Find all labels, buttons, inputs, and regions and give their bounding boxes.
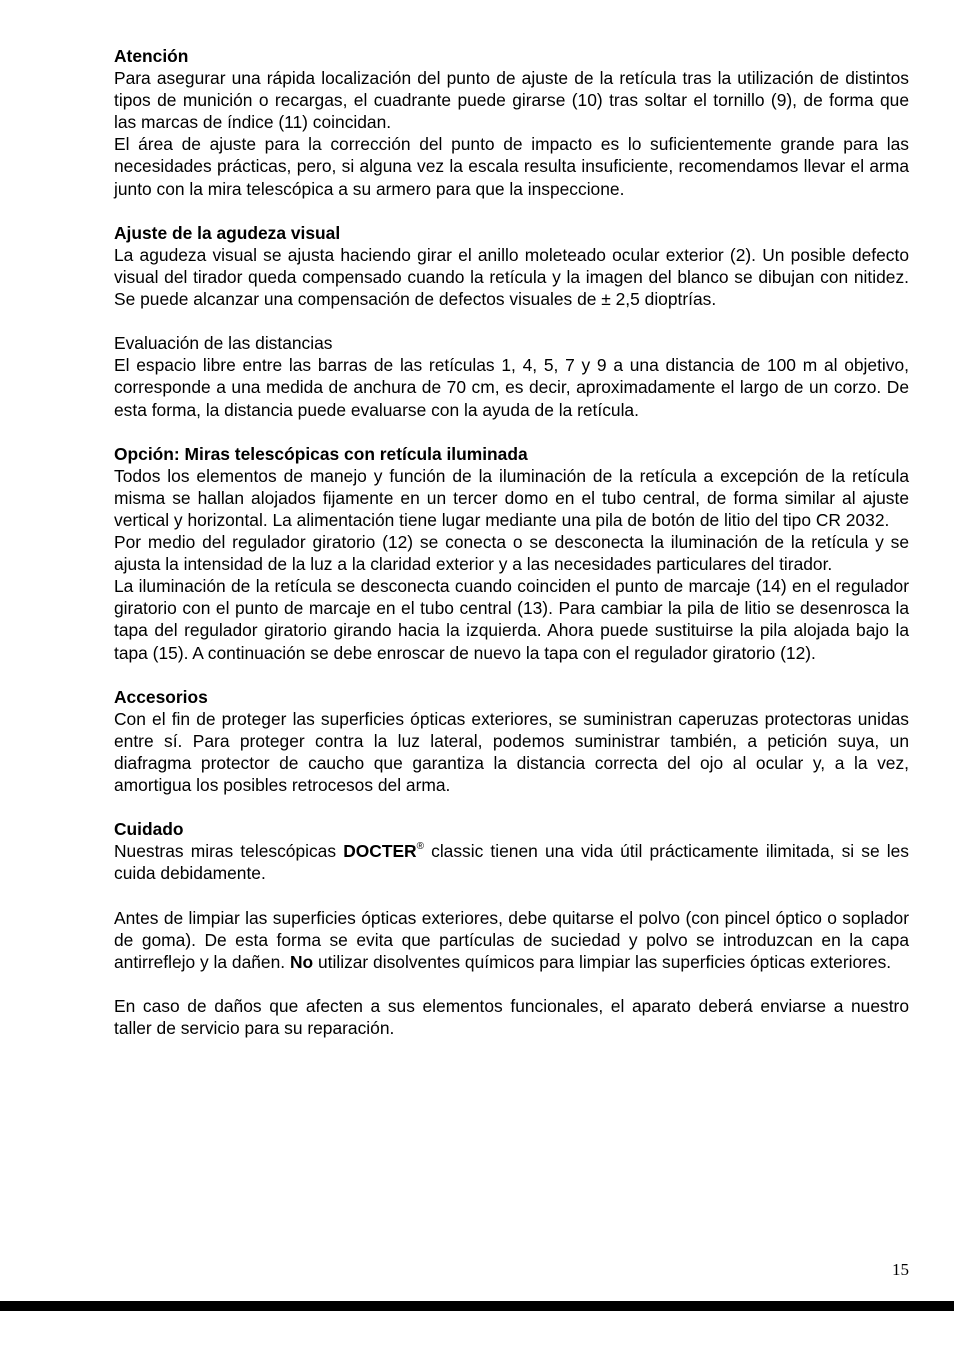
paragraph: La iluminación de la retícula se desconecta cuando coinciden el punto de marcaje (14) en el regulador giratorio con el punto de marcaje en el tubo central (13). Para cambiar la pila de litio se desenrosca la tapa del regulador giratorio girando hacia la izquierda. Ahora puede sustituirse la pila alojada bajo la tapa (15). A continuación se debe enroscar de nuevo la tapa con el regulador giratorio (12).: [114, 576, 909, 663]
paragraph: El área de ajuste para la corrección del punto de impacto es lo suficientemente grande para las necesidades prácticas, pero, si alguna vez la escala resulta insuficiente, recomendamos llevar el arma junto con la mira telescópica a su armero para que la inspeccione.: [114, 134, 909, 199]
heading-distancias: Evaluación de las distancias: [114, 333, 333, 354]
registered-mark: ®: [416, 841, 424, 853]
heading-atencion: Atención: [114, 46, 189, 66]
document-body: [114, 45, 909, 1039]
paragraph: En caso de daños que afecten a sus elementos funcionales, el aparato deberá enviarse a nuestro taller de servicio para su reparación.: [114, 996, 909, 1039]
emphasis-no: No: [289, 951, 314, 972]
paragraph: Para asegurar una rápida localización del punto de ajuste de la retícula tras la utilización de distintos tipos de munición o recargas, el cuadrante puede girarse (10) tras soltar el tornillo (9), de forma que las marcas de índice (11) coincidan.: [114, 68, 909, 133]
paragraph: El espacio libre entre las barras de las retículas 1, 4, 5, 7 y 9 a una distancia de 100 m al objetivo, corresponde a una medida de anchura de 70 cm, es decir, aproximadamente el largo de un corzo. De esta forma, la distancia puede evaluarse con la ayuda de la retícula.: [114, 355, 909, 420]
paragraph: Por medio del regulador giratorio (12) se conecta o se desconecta la iluminación de la retícula y se ajusta la intensidad de la luz a la claridad exterior y a las necesidades particulares del tirador.: [114, 532, 909, 575]
heading-cuidado: Cuidado: [114, 819, 184, 840]
heading-opcion: Opción: Miras telescópicas con retícula iluminada: [114, 443, 528, 464]
brand-name: DOCTER: [343, 841, 417, 862]
paragraph: Todos los elementos de manejo y función de la iluminación de la retícula a excepción de la retícula misma se hallan alojados fijamente en un tercer domo en el tubo central, de forma similar al ajuste vertical y horizontal. La alimentación tiene lugar mediante una pila de botón de litio del tipo CR 2032.: [114, 465, 909, 530]
heading-agudeza: Ajuste de la agudeza visual: [114, 222, 341, 243]
paragraph: Con el fin de proteger las superficies ópticas exteriores, se suministran caperuzas protectoras unidas entre sí. Para proteger contra la luz lateral, podemos suministrar también, a petición suya, un diafragma protector de caucho que garantiza la distancia correcta del ojo al ocular y, a la vez, amortigua los posibles retrocesos del arma.: [114, 708, 909, 796]
footer-rule: [0, 1301, 954, 1311]
paragraph: La agudeza visual se ajusta haciendo girar el anillo moleteado ocular exterior (2). Un posible defecto visual del tirador queda compensado cuando la retícula y la imagen del blanco se dibujan con nitidez. Se puede alcanzar una compensación de defectos visuales de ± 2,5 dioptrías.: [114, 244, 909, 310]
heading-accesorios: Accesorios: [114, 686, 208, 707]
paragraph: Nuestras miras telescópicas DOCTER® classic tienen una vida útil prácticamente ilimitada, si se les cuida debidamente.: [114, 841, 909, 884]
page-number: 15: [892, 1260, 909, 1279]
paragraph: Antes de limpiar las superficies ópticas exteriores, debe quitarse el polvo (con pincel óptico o soplador de goma). De esta forma se evita que partículas de suciedad y polvo se introduzcan en la capa antirreflejo y la dañen. No utilizar disolventes químicos para limpiar las superficies ópticas exteriores.: [114, 907, 909, 972]
